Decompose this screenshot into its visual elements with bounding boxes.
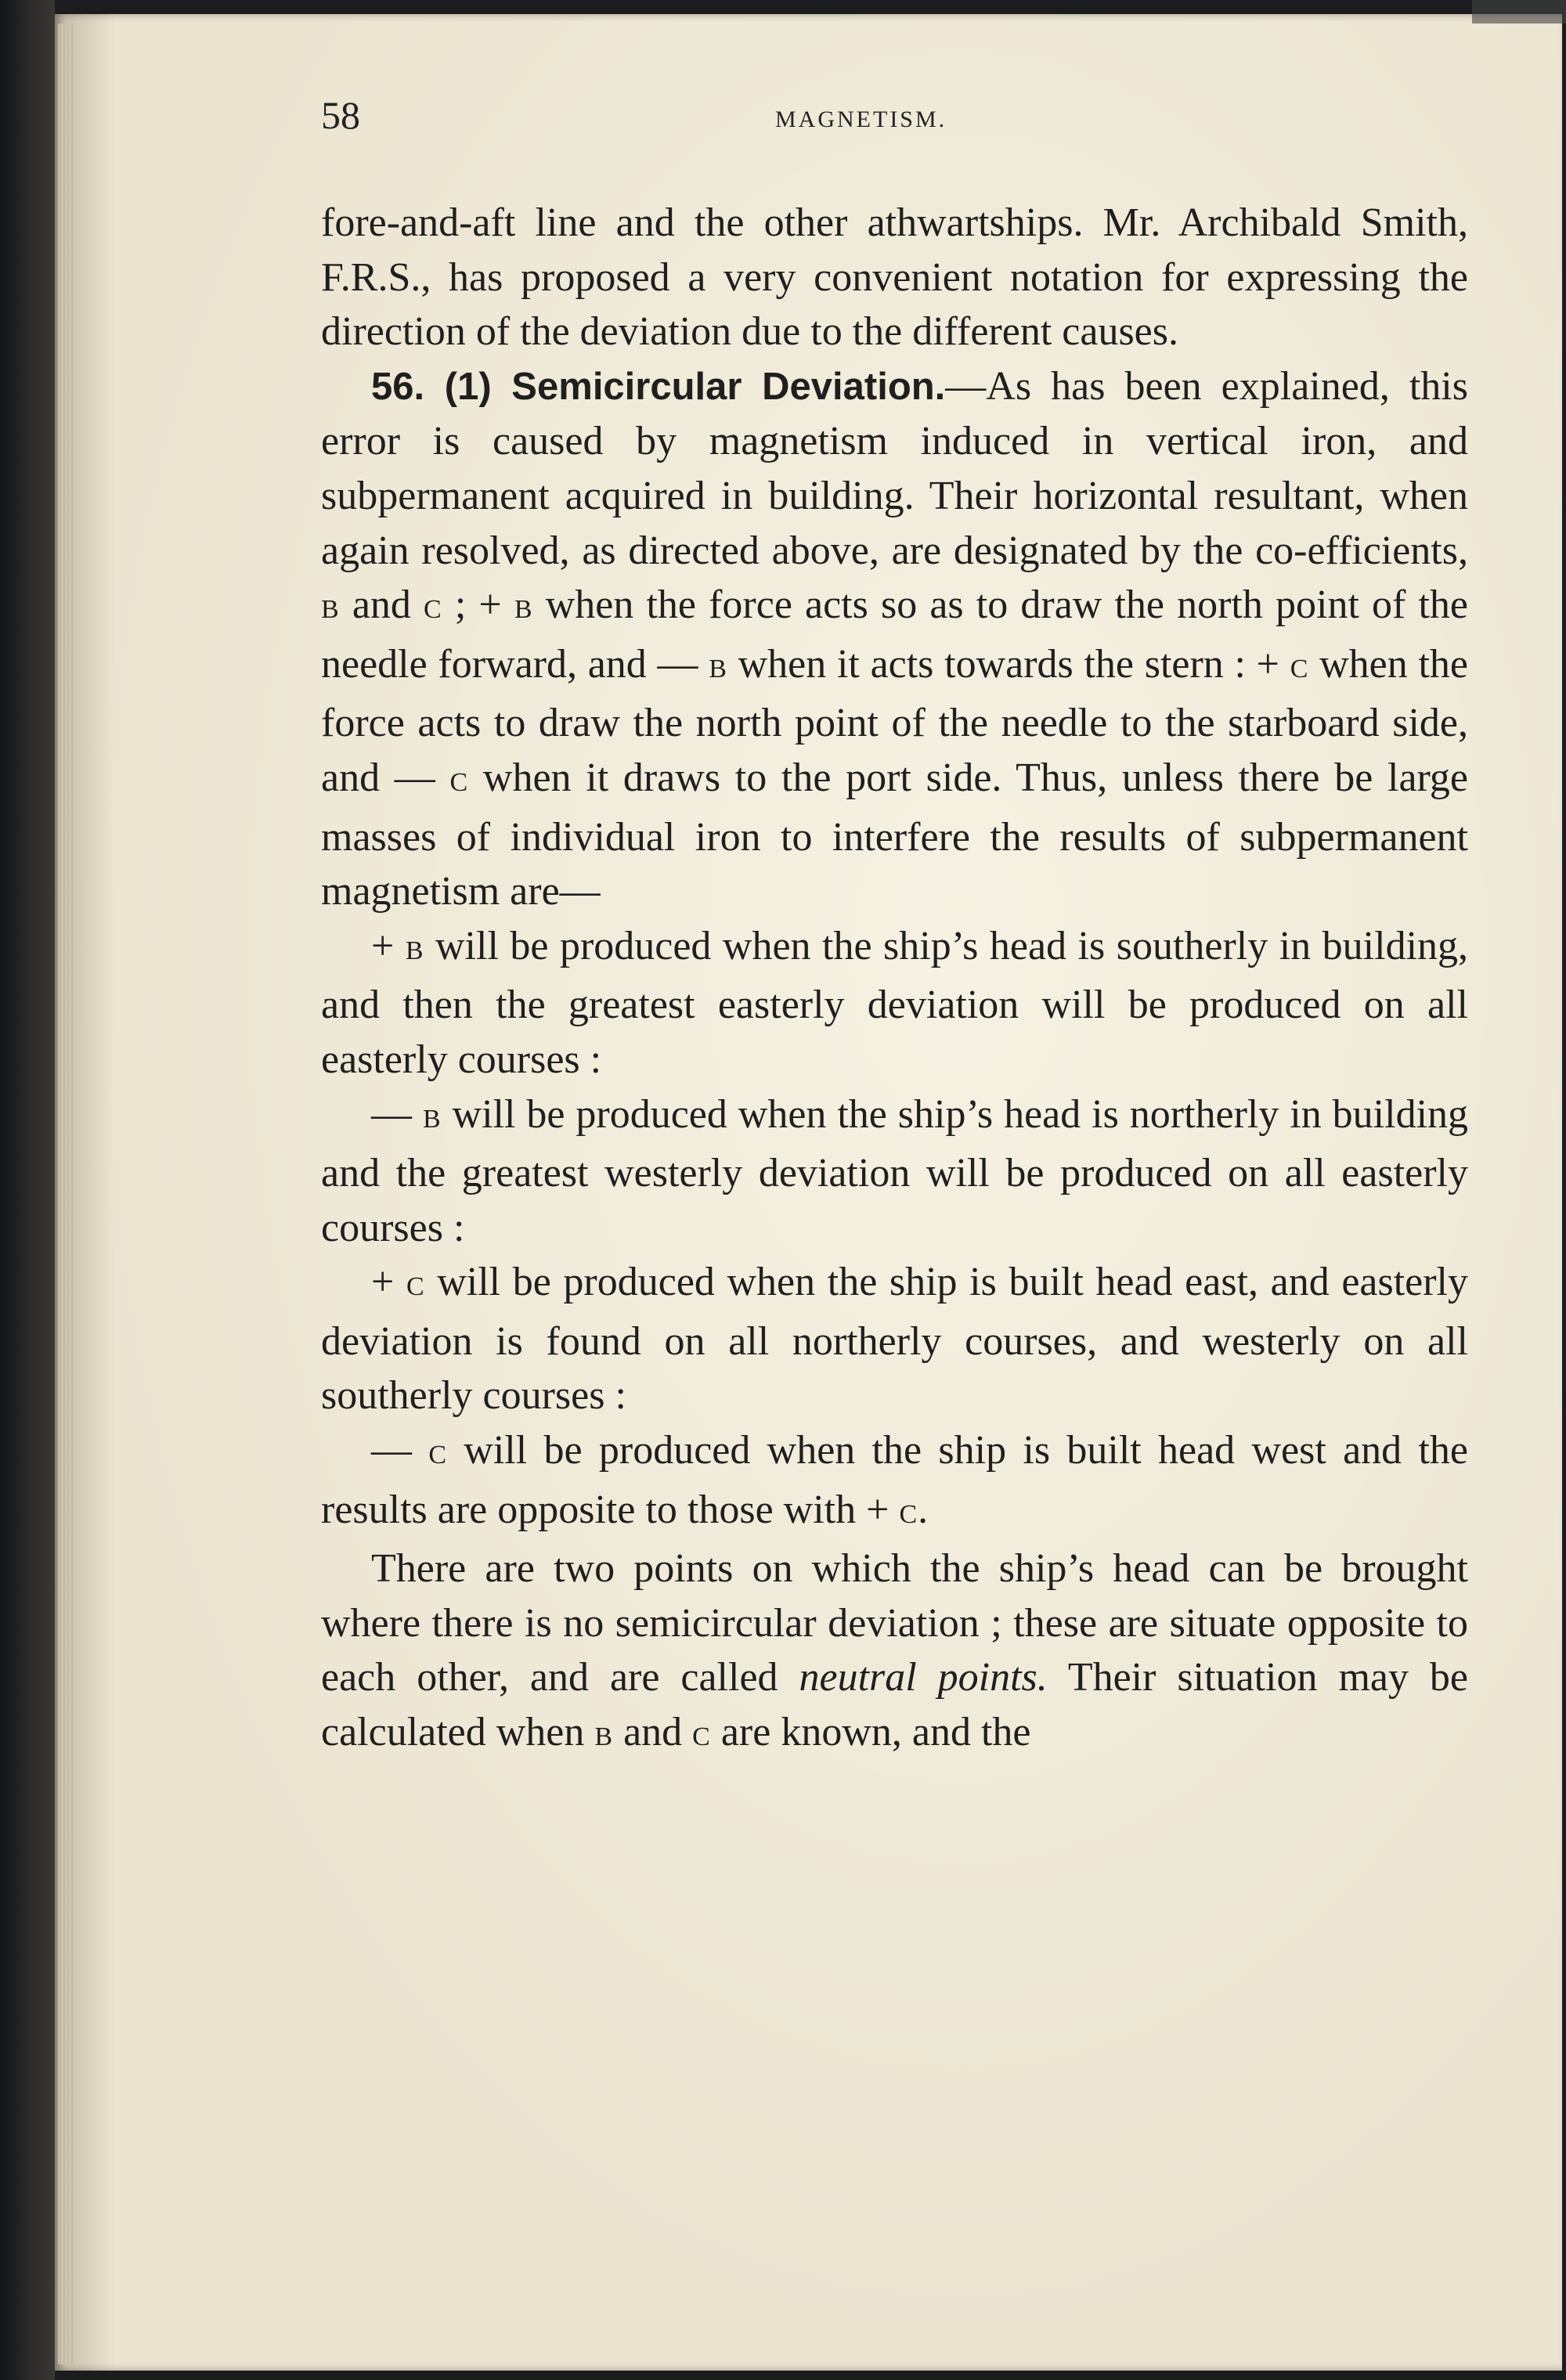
paragraph-plus-c: + C will be produced when the ship is built head east, and easterly deviation is found on all northerly courses, and westerly on all southerly courses : [321, 1260, 1469, 1419]
page-edges [58, 23, 75, 2364]
section-heading: 56. (1) Semicircular Deviation. [371, 365, 946, 408]
page-header [321, 92, 1472, 147]
paragraph-56: 56. (1) Semicircular Deviation.—As has been explained, this error is caused by magnetism induced in vertical iron, and subpermanent acquired in building. Their horizontal resultant, when again resolved, as directed above, are designated by the co-efficients, B and C ; + B when the force acts so as to draw the north point of the needle forward, and — B when it acts towards the stern : + C when the force acts to draw the north point of the needle to the starboard side, and — C when it draws to the port side. Thus, unless there be large masses of individual iron to interfere the results of subpermanent magnetism are— [321, 363, 1468, 914]
book-spine-shadow [0, 0, 55, 2380]
paragraph-minus-c: — C will be produced when the ship is built head west and the results are opposite to those with + C. [321, 1428, 1469, 1532]
paragraph-minus-b: — B will be produced when the ship’s head is northerly in building and the greatest westerly deviation will be produced on all easterly courses : [321, 1091, 1469, 1250]
paragraph-neutral-points: There are two points on which the ship’s head can be brought where there is no semicircular deviation ; these are situate opposite to each other, and are called neutral points. Their situation may be calculated when B and C are known, and the [321, 1546, 1469, 1755]
paragraph-1: fore-and-aft line and the other athwartships. Mr. Archibald Smith, F.R.S., has proposed a very convenient notation for expressing the direction of the deviation due to the different causes. [321, 200, 1468, 355]
body-text [321, 196, 1468, 1765]
neutral-points-term: neutral points. [799, 1655, 1048, 1700]
page-number: 58 [321, 93, 360, 137]
top-right-cover-edge [1472, 0, 1566, 23]
paragraph-plus-b: + B will be produced when the ship’s head is southerly in building, and then the greatest easterly deviation will be produced on all easterly courses : [321, 923, 1469, 1082]
running-head: MAGNETISM. [775, 106, 947, 132]
